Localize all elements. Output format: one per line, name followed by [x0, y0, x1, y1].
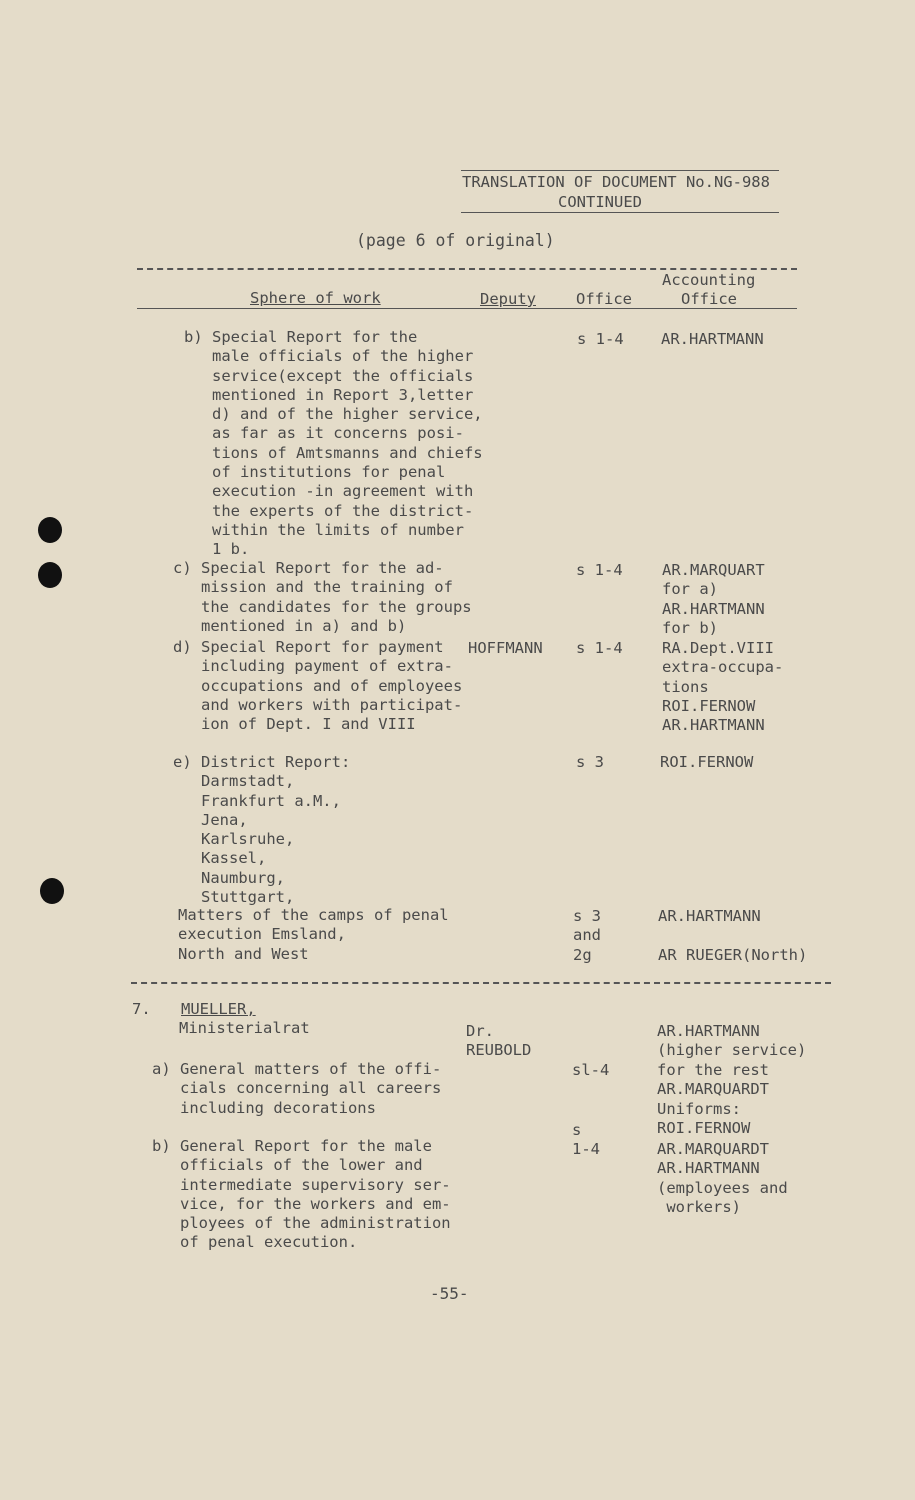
section7-a-accounting: for the rest AR.MARQUARDT Uniforms: ROI.FERNOW	[657, 1061, 769, 1137]
row-d-office: s 1-4	[576, 639, 623, 657]
document-title: TRANSLATION OF DOCUMENT No.NG-988	[462, 173, 770, 191]
section7-number: 7.	[132, 1000, 151, 1018]
row-c-sphere: c) Special Report for the ad- mission and the training of the candidates for the groups mentioned in a) and b)	[173, 559, 472, 635]
title-rule-top	[461, 170, 779, 171]
section7-b-sphere: b) General Report for the male officials of the lower and intermediate supervisory ser- vice, for the workers and em- ployees of the administration of penal execution.	[152, 1137, 451, 1252]
col-header-deputy: Deputy	[480, 290, 536, 308]
section7-a-office: sl-4	[572, 1061, 610, 1079]
row-camps-office: s 3 and 2g	[573, 907, 601, 964]
section7-a-sphere: a) General matters of the offi- cials concerning all careers including decorations	[152, 1060, 442, 1117]
page-reference: (page 6 of original)	[356, 231, 555, 250]
header-bottom-rule	[137, 308, 797, 309]
punch-hole-3	[40, 878, 64, 904]
section7-b-accounting: AR.MARQUARDT AR.HARTMANN (employees and workers)	[657, 1140, 788, 1216]
section7-b-office: s 1-4	[572, 1121, 600, 1159]
row-b-accounting: AR.HARTMANN	[661, 330, 764, 348]
section7-deputy: Dr. REUBOLD	[466, 1022, 532, 1060]
row-b-sphere: b) Special Report for the male officials of the higher service(except the officials mentioned in Report 3,letter d) and of the higher service, as far as it concerns posi- tions of Amtsmanns and chiefs of institutions for penal execution -in agreement with the experts of the district- within the limits of number 1 b.	[184, 328, 483, 559]
continued-label: CONTINUED	[558, 193, 642, 211]
row-d-accounting: RA.Dept.VIII extra-occupa- tions ROI.FERNOW AR.HARTMANN	[662, 639, 784, 735]
col-header-accounting-1: Accounting	[662, 271, 756, 289]
section7-accounting-top: AR.HARTMANN (higher service)	[657, 1022, 807, 1060]
punch-hole-1	[38, 517, 62, 543]
col-header-sphere: Sphere of work	[250, 289, 381, 307]
col-header-accounting-2: Office	[681, 290, 737, 308]
punch-hole-2	[38, 562, 62, 588]
row-e-accounting: ROI.FERNOW	[660, 753, 754, 771]
section-divider-rule	[131, 982, 831, 984]
row-camps-accounting: AR.HARTMANN AR RUEGER(North)	[658, 907, 808, 964]
section7-title: Ministerialrat	[179, 1019, 310, 1037]
row-d-deputy: HOFFMANN	[468, 639, 543, 657]
row-camps-sphere: Matters of the camps of penal execution Emsland, North and West	[177, 906, 449, 963]
table-top-rule	[137, 268, 797, 270]
row-b-office: s 1-4	[577, 330, 624, 348]
col-header-office: Office	[576, 290, 632, 308]
section7-name: MUELLER,	[181, 1000, 256, 1018]
row-c-accounting: AR.MARQUART for a) AR.HARTMANN for b)	[662, 561, 765, 637]
page-number: -55-	[430, 1284, 469, 1303]
title-rule-bottom	[461, 212, 779, 213]
row-d-sphere: d) Special Report for payment including payment of extra- occupations and of employees and workers with participat- ion of Dept. I and VIII	[173, 638, 463, 734]
row-e-office: s 3	[576, 753, 604, 771]
row-c-office: s 1-4	[576, 561, 623, 579]
row-e-sphere: e) District Report: Darmstadt, Frankfurt a.M., Jena, Karlsruhe, Kassel, Naumburg, Stuttgart,	[173, 753, 351, 907]
